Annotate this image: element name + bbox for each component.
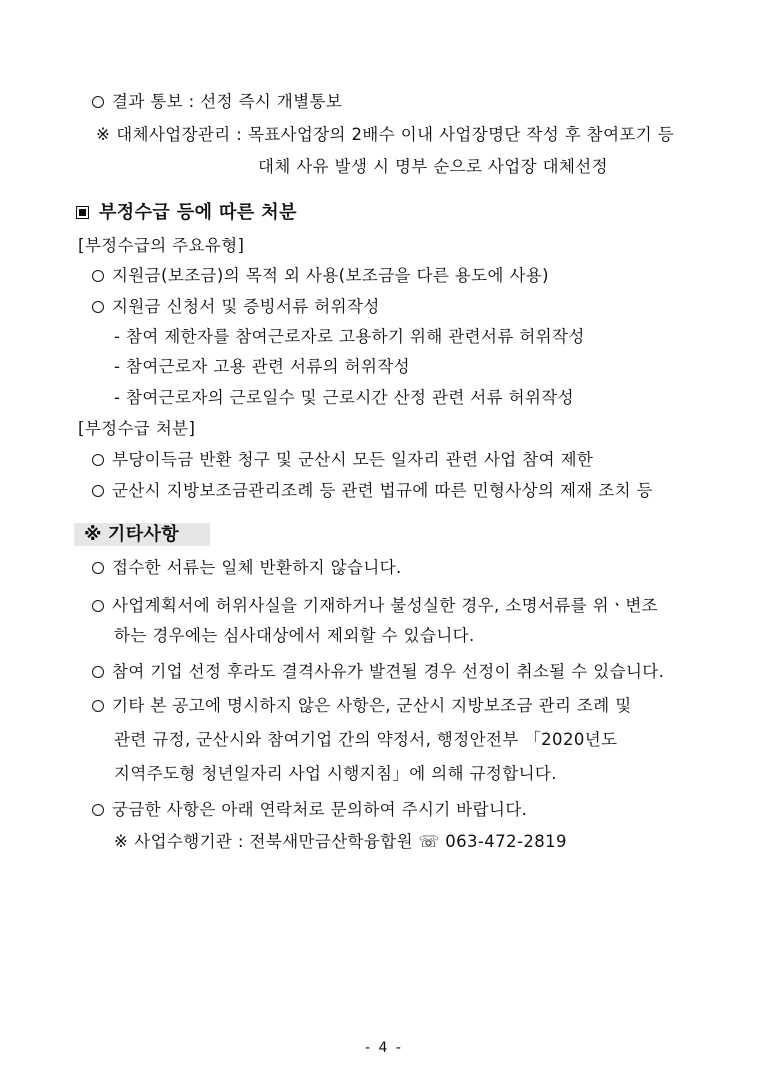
penalty-action-1: 부당이득금 반환 청구 및 군산시 모든 일자리 관련 사업 참여 제한	[92, 450, 593, 470]
filled-square-icon	[76, 206, 89, 219]
circle-bullet-icon	[92, 600, 104, 612]
circle-bullet-icon	[92, 96, 104, 108]
misc-item-4a: 기타 본 공고에 명시하지 않은 사항은, 군산시 지방보조금 관리 조례 및	[92, 696, 632, 716]
result-notice-line: 결과 통보 : 선정 즉시 개별통보	[92, 92, 342, 112]
penalty-action-2: 군산시 지방보조금관리조례 등 관련 법규에 따른 민형사상의 제재 조치 등	[92, 481, 653, 501]
misc-heading: ※ 기타사항	[84, 524, 180, 545]
penalty-sub-2: - 참여근로자 고용 관련 서류의 허위작성	[114, 357, 411, 376]
reference-mark: ※	[84, 524, 102, 545]
misc-item-5: 궁금한 사항은 아래 연락처로 문의하여 주시기 바랍니다.	[92, 800, 527, 820]
circle-bullet-icon	[92, 270, 104, 282]
penalty-heading: 부정수급 등에 따른 처분	[76, 203, 297, 223]
circle-bullet-icon	[92, 485, 104, 497]
circle-bullet-icon	[92, 666, 104, 678]
contact-line: ※ 사업수행기관 : 전북새만금산학융합원 ☏ 063-472-2819	[114, 832, 567, 851]
penalty-sub-3: - 참여근로자의 근로일수 및 근로시간 산정 관련 서류 허위작성	[114, 388, 574, 407]
replacement-line-1: ※ 대체사업장관리 : 목표사업장의 2배수 이내 사업장명단 작성 후 참여포기 등	[96, 125, 675, 144]
replacement-line-2: 대체 사유 발생 시 명부 순으로 사업장 대체선정	[258, 157, 608, 176]
penalty-sub-1: - 참여 제한자를 참여근로자로 고용하기 위해 관련서류 허위작성	[114, 327, 585, 346]
misc-item-4c: 지역주도형 청년일자리 사업 시행지침」에 의해 규정합니다.	[114, 764, 557, 783]
circle-bullet-icon	[92, 562, 104, 574]
penalty-actions-label: [부정수급 처분]	[78, 419, 196, 438]
penalty-type-1: 지원금(보조금)의 목적 외 사용(보조금을 다른 용도에 사용)	[92, 266, 549, 286]
misc-item-2b: 하는 경우에는 심사대상에서 제외할 수 있습니다.	[114, 626, 475, 645]
circle-bullet-icon	[92, 454, 104, 466]
misc-item-1: 접수한 서류는 일체 반환하지 않습니다.	[92, 558, 402, 578]
page-number: - 4 -	[365, 1040, 403, 1056]
misc-item-4b: 관련 규정, 군산시와 참여기업 간의 약정서, 행정안전부 「2020년도	[114, 730, 618, 749]
reference-mark: ※	[114, 832, 129, 851]
misc-item-2a: 사업계획서에 허위사실을 기재하거나 불성실한 경우, 소명서류를 위ㆍ변조	[92, 596, 658, 616]
misc-item-3: 참여 기업 선정 후라도 결격사유가 발견될 경우 선정이 취소될 수 있습니다.	[92, 662, 664, 682]
reference-mark: ※	[96, 125, 111, 144]
penalty-type-2: 지원금 신청서 및 증빙서류 허위작성	[92, 297, 380, 317]
circle-bullet-icon	[92, 700, 104, 712]
circle-bullet-icon	[92, 301, 104, 313]
circle-bullet-icon	[92, 804, 104, 816]
penalty-types-label: [부정수급의 주요유형]	[78, 236, 245, 255]
